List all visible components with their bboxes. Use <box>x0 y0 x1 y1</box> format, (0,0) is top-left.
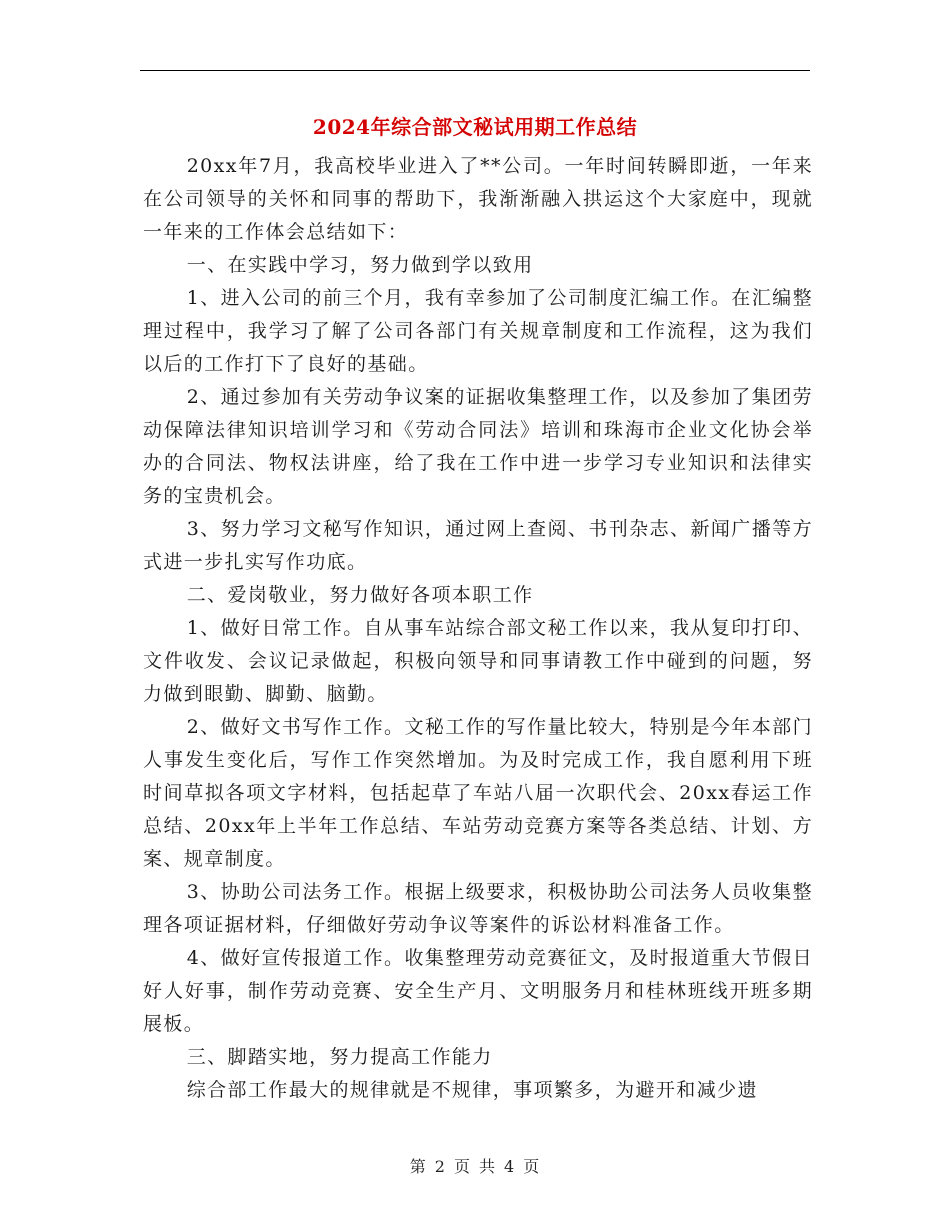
paragraph-3-1: 综合部工作最大的规律就是不规律，事项繁多，为避开和减少遗 <box>186 1079 758 1101</box>
paragraph-2-4: 4、做好宣传报道工作。收集整理劳动竞赛征文，及时报道重大节假日好人好事，制作劳动竞赛、安全生产月、文明服务月和桂林班线开班多期展板。 <box>143 947 813 1035</box>
section-heading-3: 三、脚踏实地，努力提高工作能力 <box>186 1046 493 1068</box>
footer-page-total: 4 <box>504 1157 516 1176</box>
header-rule <box>140 70 810 71</box>
paragraph-1-2: 2、通过参加有关劳动争议案的证据收集整理工作，以及参加了集团劳动保障法律知识培训学习和《劳动合同法》培训和珠海市企业文化协会举办的合同法、物权法讲座，给了我在工作中进一步学习专业知识和法律实务的宝贵机会。 <box>143 386 813 507</box>
footer-total-label: 共 <box>479 1157 497 1176</box>
paragraph-2-1: 1、做好日常工作。自从事车站综合部文秘工作以来，我从复印打印、文件收发、会议记录做起，积极向领导和同事请教工作中碰到的问题，努力做到眼勤、脚勤、脑勤。 <box>143 617 813 705</box>
page-footer <box>0 1154 950 1177</box>
document-title: 2024年综合部文秘试用期工作总结 <box>312 115 638 139</box>
section-heading-1: 一、在实践中学习，努力做到学以致用 <box>186 254 534 276</box>
paragraph-intro: 20xx年7月，我高校毕业进入了**公司。一年时间转瞬即逝，一年来在公司领导的关怀和同事的帮助下，我渐渐融入拱运这个大家庭中，现就一年来的工作体会总结如下： <box>143 155 813 243</box>
section-heading-2: 二、爱岗敬业，努力做好各项本职工作 <box>186 584 534 606</box>
paragraph-1-3: 3、努力学习文秘写作知识，通过网上查阅、书刊杂志、新闻广播等方式进一步扎实写作功底。 <box>143 518 813 573</box>
footer-suffix: 页 <box>523 1157 541 1176</box>
document-body <box>143 150 813 1107</box>
paragraph-1-1: 1、进入公司的前三个月，我有幸参加了公司制度汇编工作。在汇编整理过程中，我学习了解了公司各部门有关规章制度和工作流程，这为我们以后的工作打下了良好的基础。 <box>143 287 813 375</box>
footer-prefix: 第 <box>409 1157 427 1176</box>
footer-page-label: 页 <box>453 1157 471 1176</box>
paragraph-2-2: 2、做好文书写作工作。文秘工作的写作量比较大，特别是今年本部门人事发生变化后，写作工作突然增加。为及时完成工作，我自愿利用下班时间草拟各项文字材料，包括起草了车站八届一次职代会、20xx春运工作总结、20xx年上半年工作总结、车站劳动竞赛方案等各类总结、计划、方案、规章制度。 <box>143 716 813 870</box>
paragraph-2-3: 3、协助公司法务工作。根据上级要求，积极协助公司法务人员收集整理各项证据材料，仔细做好劳动争议等案件的诉讼材料准备工作。 <box>143 881 813 936</box>
footer-page-current: 2 <box>434 1157 446 1176</box>
